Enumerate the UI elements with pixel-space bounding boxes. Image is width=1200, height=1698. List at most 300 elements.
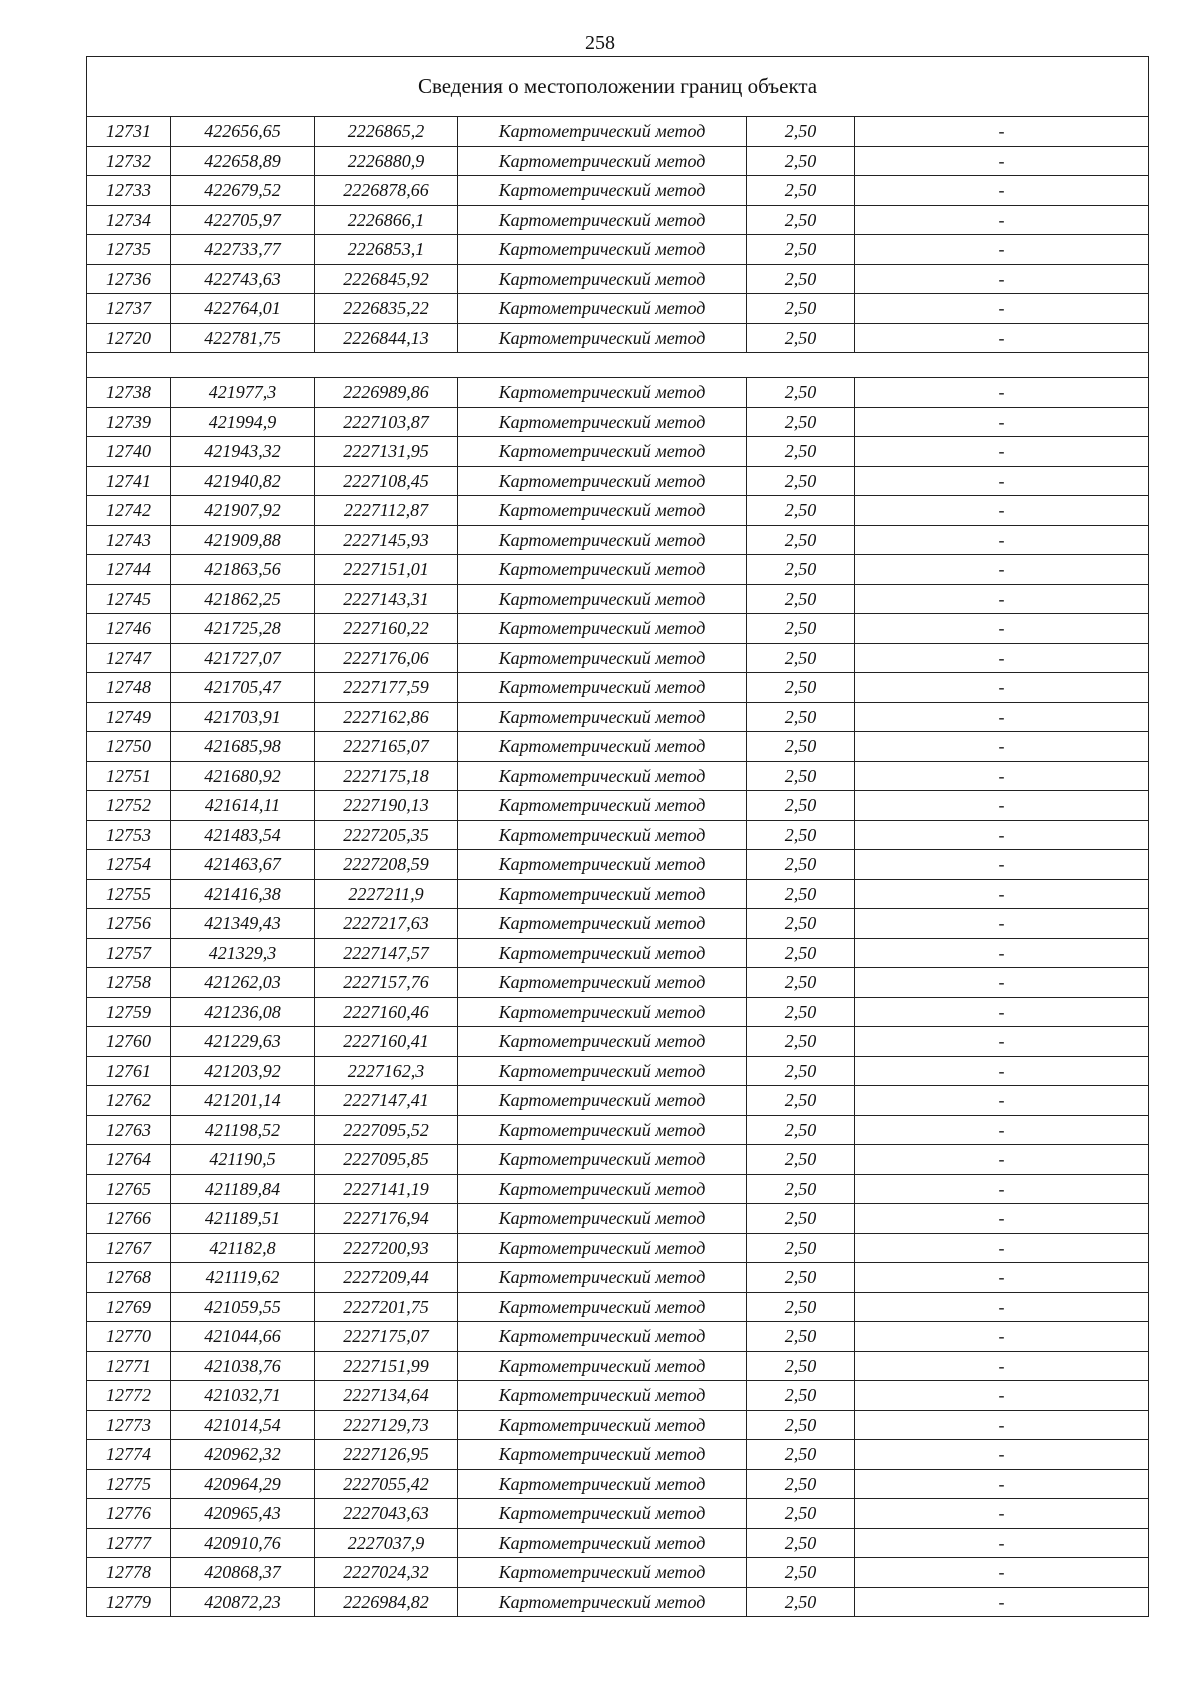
method-cell: Картометрический метод [458,1587,747,1617]
accuracy-cell: 2,50 [747,496,855,526]
table-row [87,323,1149,353]
description-cell: - [855,997,1149,1027]
point-number-cell: 12736 [87,264,171,294]
table-row [87,1440,1149,1470]
table-row [87,1351,1149,1381]
point-number-cell: 12766 [87,1204,171,1234]
method-cell: Картометрический метод [458,176,747,206]
method-cell: Картометрический метод [458,997,747,1027]
accuracy-cell: 2,50 [747,997,855,1027]
point-number-cell: 12758 [87,968,171,998]
table-row [87,1587,1149,1617]
table-row [87,1292,1149,1322]
accuracy-cell: 2,50 [747,1322,855,1352]
y-coordinate-cell: 2227176,94 [315,1204,458,1234]
table-title: Сведения о местоположении границ объекта [87,57,1149,117]
y-coordinate-cell: 2227037,9 [315,1528,458,1558]
accuracy-cell: 2,50 [747,1410,855,1440]
y-coordinate-cell: 2226853,1 [315,235,458,265]
accuracy-cell: 2,50 [747,525,855,555]
point-number-cell: 12741 [87,466,171,496]
method-cell: Картометрический метод [458,614,747,644]
description-cell: - [855,525,1149,555]
point-number-cell: 12751 [87,761,171,791]
x-coordinate-cell: 421198,52 [171,1115,315,1145]
accuracy-cell: 2,50 [747,1381,855,1411]
y-coordinate-cell: 2227129,73 [315,1410,458,1440]
method-cell: Картометрический метод [458,1145,747,1175]
method-cell: Картометрический метод [458,1174,747,1204]
method-cell: Картометрический метод [458,761,747,791]
point-number-cell: 12776 [87,1499,171,1529]
x-coordinate-cell: 421725,28 [171,614,315,644]
method-cell: Картометрический метод [458,555,747,585]
accuracy-cell: 2,50 [747,1558,855,1588]
description-cell: - [855,1204,1149,1234]
x-coordinate-cell: 421705,47 [171,673,315,703]
description-cell: - [855,407,1149,437]
accuracy-cell: 2,50 [747,117,855,147]
x-coordinate-cell: 421463,67 [171,850,315,880]
method-cell: Картометрический метод [458,294,747,324]
y-coordinate-cell: 2227165,07 [315,732,458,762]
y-coordinate-cell: 2227043,63 [315,1499,458,1529]
method-cell: Картометрический метод [458,938,747,968]
table-row [87,938,1149,968]
y-coordinate-cell: 2227147,57 [315,938,458,968]
method-cell: Картометрический метод [458,850,747,880]
table-row [87,407,1149,437]
description-cell: - [855,1499,1149,1529]
method-cell: Картометрический метод [458,264,747,294]
table-row [87,1263,1149,1293]
accuracy-cell: 2,50 [747,1233,855,1263]
x-coordinate-cell: 421863,56 [171,555,315,585]
x-coordinate-cell: 420868,37 [171,1558,315,1588]
point-number-cell: 12768 [87,1263,171,1293]
description-cell: - [855,1351,1149,1381]
y-coordinate-cell: 2227211,9 [315,879,458,909]
description-cell: - [855,1027,1149,1057]
description-cell: - [855,466,1149,496]
method-cell: Картометрический метод [458,909,747,939]
method-cell: Картометрический метод [458,466,747,496]
table-row [87,1174,1149,1204]
method-cell: Картометрический метод [458,1499,747,1529]
x-coordinate-cell: 421119,62 [171,1263,315,1293]
accuracy-cell: 2,50 [747,673,855,703]
method-cell: Картометрический метод [458,1558,747,1588]
x-coordinate-cell: 421201,14 [171,1086,315,1116]
description-cell: - [855,909,1149,939]
table-row [87,1410,1149,1440]
y-coordinate-cell: 2227217,63 [315,909,458,939]
method-cell: Картометрический метод [458,1322,747,1352]
description-cell: - [855,1292,1149,1322]
point-number-cell: 12762 [87,1086,171,1116]
method-cell: Картометрический метод [458,1086,747,1116]
point-number-cell: 12734 [87,205,171,235]
table-row [87,146,1149,176]
point-number-cell: 12753 [87,820,171,850]
y-coordinate-cell: 2227112,87 [315,496,458,526]
method-cell: Картометрический метод [458,584,747,614]
table-row [87,117,1149,147]
description-cell: - [855,584,1149,614]
y-coordinate-cell: 2227134,64 [315,1381,458,1411]
table-row [87,1204,1149,1234]
x-coordinate-cell: 421940,82 [171,466,315,496]
description-cell: - [855,1233,1149,1263]
table-title-row [87,57,1149,117]
point-number-cell: 12775 [87,1469,171,1499]
table-row [87,294,1149,324]
y-coordinate-cell: 2226844,13 [315,323,458,353]
table-row [87,732,1149,762]
table-row [87,614,1149,644]
description-cell: - [855,1440,1149,1470]
description-cell: - [855,1174,1149,1204]
accuracy-cell: 2,50 [747,791,855,821]
boundary-coordinates-table [86,56,1149,1617]
x-coordinate-cell: 421190,5 [171,1145,315,1175]
table-row [87,673,1149,703]
description-cell: - [855,850,1149,880]
point-number-cell: 12778 [87,1558,171,1588]
x-coordinate-cell: 421059,55 [171,1292,315,1322]
accuracy-cell: 2,50 [747,1027,855,1057]
table-row [87,525,1149,555]
table-row [87,1469,1149,1499]
description-cell: - [855,1528,1149,1558]
description-cell: - [855,732,1149,762]
accuracy-cell: 2,50 [747,294,855,324]
accuracy-cell: 2,50 [747,1204,855,1234]
y-coordinate-cell: 2226880,9 [315,146,458,176]
method-cell: Картометрический метод [458,378,747,408]
point-number-cell: 12739 [87,407,171,437]
accuracy-cell: 2,50 [747,437,855,467]
accuracy-cell: 2,50 [747,1469,855,1499]
description-cell: - [855,146,1149,176]
table-row [87,1558,1149,1588]
method-cell: Картометрический метод [458,968,747,998]
description-cell: - [855,1086,1149,1116]
x-coordinate-cell: 420965,43 [171,1499,315,1529]
accuracy-cell: 2,50 [747,1174,855,1204]
accuracy-cell: 2,50 [747,555,855,585]
y-coordinate-cell: 2227151,01 [315,555,458,585]
point-number-cell: 12774 [87,1440,171,1470]
point-number-cell: 12765 [87,1174,171,1204]
description-cell: - [855,820,1149,850]
method-cell: Картометрический метод [458,323,747,353]
table-row [87,702,1149,732]
x-coordinate-cell: 421262,03 [171,968,315,998]
contour-separator-cell [87,353,1149,378]
y-coordinate-cell: 2227145,93 [315,525,458,555]
accuracy-cell: 2,50 [747,1086,855,1116]
x-coordinate-cell: 422679,52 [171,176,315,206]
method-cell: Картометрический метод [458,437,747,467]
x-coordinate-cell: 421943,32 [171,437,315,467]
x-coordinate-cell: 421483,54 [171,820,315,850]
x-coordinate-cell: 421977,3 [171,378,315,408]
description-cell: - [855,323,1149,353]
accuracy-cell: 2,50 [747,584,855,614]
accuracy-cell: 2,50 [747,732,855,762]
boundary-table-container [86,56,1148,1617]
x-coordinate-cell: 420962,32 [171,1440,315,1470]
y-coordinate-cell: 2226865,2 [315,117,458,147]
accuracy-cell: 2,50 [747,1351,855,1381]
y-coordinate-cell: 2227201,75 [315,1292,458,1322]
table-row [87,909,1149,939]
method-cell: Картометрический метод [458,235,747,265]
description-cell: - [855,205,1149,235]
accuracy-cell: 2,50 [747,407,855,437]
description-cell: - [855,614,1149,644]
method-cell: Картометрический метод [458,1469,747,1499]
x-coordinate-cell: 421907,92 [171,496,315,526]
method-cell: Картометрический метод [458,1528,747,1558]
table-row [87,264,1149,294]
x-coordinate-cell: 422743,63 [171,264,315,294]
table-row [87,235,1149,265]
y-coordinate-cell: 2227103,87 [315,407,458,437]
point-number-cell: 12767 [87,1233,171,1263]
accuracy-cell: 2,50 [747,702,855,732]
x-coordinate-cell: 421038,76 [171,1351,315,1381]
method-cell: Картометрический метод [458,525,747,555]
method-cell: Картометрический метод [458,1027,747,1057]
description-cell: - [855,702,1149,732]
x-coordinate-cell: 421032,71 [171,1381,315,1411]
point-number-cell: 12769 [87,1292,171,1322]
description-cell: - [855,1410,1149,1440]
method-cell: Картометрический метод [458,791,747,821]
y-coordinate-cell: 2227055,42 [315,1469,458,1499]
method-cell: Картометрический метод [458,117,747,147]
method-cell: Картометрический метод [458,1410,747,1440]
x-coordinate-cell: 422658,89 [171,146,315,176]
description-cell: - [855,1381,1149,1411]
y-coordinate-cell: 2227131,95 [315,437,458,467]
x-coordinate-cell: 421416,38 [171,879,315,909]
point-number-cell: 12745 [87,584,171,614]
method-cell: Картометрический метод [458,1351,747,1381]
y-coordinate-cell: 2226866,1 [315,205,458,235]
point-number-cell: 12757 [87,938,171,968]
table-row [87,378,1149,408]
table-row [87,1528,1149,1558]
point-number-cell: 12735 [87,235,171,265]
method-cell: Картометрический метод [458,732,747,762]
description-cell: - [855,1263,1149,1293]
method-cell: Картометрический метод [458,673,747,703]
point-number-cell: 12743 [87,525,171,555]
y-coordinate-cell: 2227141,19 [315,1174,458,1204]
table-row [87,643,1149,673]
point-number-cell: 12759 [87,997,171,1027]
description-cell: - [855,1558,1149,1588]
accuracy-cell: 2,50 [747,264,855,294]
y-coordinate-cell: 2227126,95 [315,1440,458,1470]
table-row [87,820,1149,850]
x-coordinate-cell: 421329,3 [171,938,315,968]
y-coordinate-cell: 2226878,66 [315,176,458,206]
point-number-cell: 12748 [87,673,171,703]
y-coordinate-cell: 2227157,76 [315,968,458,998]
method-cell: Картометрический метод [458,879,747,909]
x-coordinate-cell: 421229,63 [171,1027,315,1057]
point-number-cell: 12763 [87,1115,171,1145]
y-coordinate-cell: 2227205,35 [315,820,458,850]
x-coordinate-cell: 421703,91 [171,702,315,732]
y-coordinate-cell: 2226984,82 [315,1587,458,1617]
description-cell: - [855,496,1149,526]
page-number: 258 [585,32,615,54]
x-coordinate-cell: 420964,29 [171,1469,315,1499]
point-number-cell: 12737 [87,294,171,324]
accuracy-cell: 2,50 [747,1056,855,1086]
description-cell: - [855,294,1149,324]
point-number-cell: 12777 [87,1528,171,1558]
method-cell: Картометрический метод [458,1056,747,1086]
method-cell: Картометрический метод [458,146,747,176]
accuracy-cell: 2,50 [747,761,855,791]
x-coordinate-cell: 421994,9 [171,407,315,437]
accuracy-cell: 2,50 [747,378,855,408]
point-number-cell: 12740 [87,437,171,467]
point-number-cell: 12760 [87,1027,171,1057]
x-coordinate-cell: 422781,75 [171,323,315,353]
x-coordinate-cell: 421349,43 [171,909,315,939]
accuracy-cell: 2,50 [747,205,855,235]
x-coordinate-cell: 421044,66 [171,1322,315,1352]
method-cell: Картометрический метод [458,496,747,526]
description-cell: - [855,555,1149,585]
method-cell: Картометрический метод [458,1440,747,1470]
point-number-cell: 12749 [87,702,171,732]
description-cell: - [855,1145,1149,1175]
point-number-cell: 12764 [87,1145,171,1175]
accuracy-cell: 2,50 [747,938,855,968]
accuracy-cell: 2,50 [747,1528,855,1558]
description-cell: - [855,235,1149,265]
x-coordinate-cell: 421614,11 [171,791,315,821]
point-number-cell: 12773 [87,1410,171,1440]
method-cell: Картометрический метод [458,407,747,437]
point-number-cell: 12772 [87,1381,171,1411]
description-cell: - [855,879,1149,909]
x-coordinate-cell: 421685,98 [171,732,315,762]
accuracy-cell: 2,50 [747,1292,855,1322]
y-coordinate-cell: 2227209,44 [315,1263,458,1293]
accuracy-cell: 2,50 [747,235,855,265]
point-number-cell: 12746 [87,614,171,644]
x-coordinate-cell: 420910,76 [171,1528,315,1558]
method-cell: Картометрический метод [458,1381,747,1411]
table-row [87,496,1149,526]
accuracy-cell: 2,50 [747,643,855,673]
accuracy-cell: 2,50 [747,968,855,998]
table-row [87,176,1149,206]
accuracy-cell: 2,50 [747,1440,855,1470]
table-row [87,761,1149,791]
y-coordinate-cell: 2227151,99 [315,1351,458,1381]
table-row [87,850,1149,880]
x-coordinate-cell: 421182,8 [171,1233,315,1263]
accuracy-cell: 2,50 [747,909,855,939]
x-coordinate-cell: 421727,07 [171,643,315,673]
description-cell: - [855,1587,1149,1617]
accuracy-cell: 2,50 [747,1145,855,1175]
point-number-cell: 12747 [87,643,171,673]
table-row [87,584,1149,614]
table-row [87,1322,1149,1352]
point-number-cell: 12731 [87,117,171,147]
y-coordinate-cell: 2227177,59 [315,673,458,703]
method-cell: Картометрический метод [458,643,747,673]
table-row [87,1233,1149,1263]
description-cell: - [855,264,1149,294]
x-coordinate-cell: 421203,92 [171,1056,315,1086]
point-number-cell: 12750 [87,732,171,762]
table-row [87,555,1149,585]
point-number-cell: 12779 [87,1587,171,1617]
method-cell: Картометрический метод [458,820,747,850]
point-number-cell: 12744 [87,555,171,585]
point-number-cell: 12761 [87,1056,171,1086]
description-cell: - [855,673,1149,703]
table-row [87,879,1149,909]
point-number-cell: 12770 [87,1322,171,1352]
y-coordinate-cell: 2227147,41 [315,1086,458,1116]
y-coordinate-cell: 2227208,59 [315,850,458,880]
method-cell: Картометрический метод [458,1292,747,1322]
y-coordinate-cell: 2227095,52 [315,1115,458,1145]
y-coordinate-cell: 2227200,93 [315,1233,458,1263]
y-coordinate-cell: 2226835,22 [315,294,458,324]
accuracy-cell: 2,50 [747,1499,855,1529]
point-number-cell: 12756 [87,909,171,939]
accuracy-cell: 2,50 [747,1263,855,1293]
description-cell: - [855,1322,1149,1352]
accuracy-cell: 2,50 [747,820,855,850]
point-number-cell: 12754 [87,850,171,880]
point-number-cell: 12738 [87,378,171,408]
point-number-cell: 12742 [87,496,171,526]
point-number-cell: 12752 [87,791,171,821]
table-body [87,57,1149,1617]
table-row [87,1381,1149,1411]
description-cell: - [855,117,1149,147]
description-cell: - [855,1056,1149,1086]
table-row [87,1145,1149,1175]
y-coordinate-cell: 2227175,07 [315,1322,458,1352]
method-cell: Картометрический метод [458,702,747,732]
table-row [87,997,1149,1027]
accuracy-cell: 2,50 [747,1115,855,1145]
table-row [87,205,1149,235]
x-coordinate-cell: 421189,51 [171,1204,315,1234]
y-coordinate-cell: 2227108,45 [315,466,458,496]
y-coordinate-cell: 2227024,32 [315,1558,458,1588]
point-number-cell: 12720 [87,323,171,353]
x-coordinate-cell: 422733,77 [171,235,315,265]
description-cell: - [855,643,1149,673]
